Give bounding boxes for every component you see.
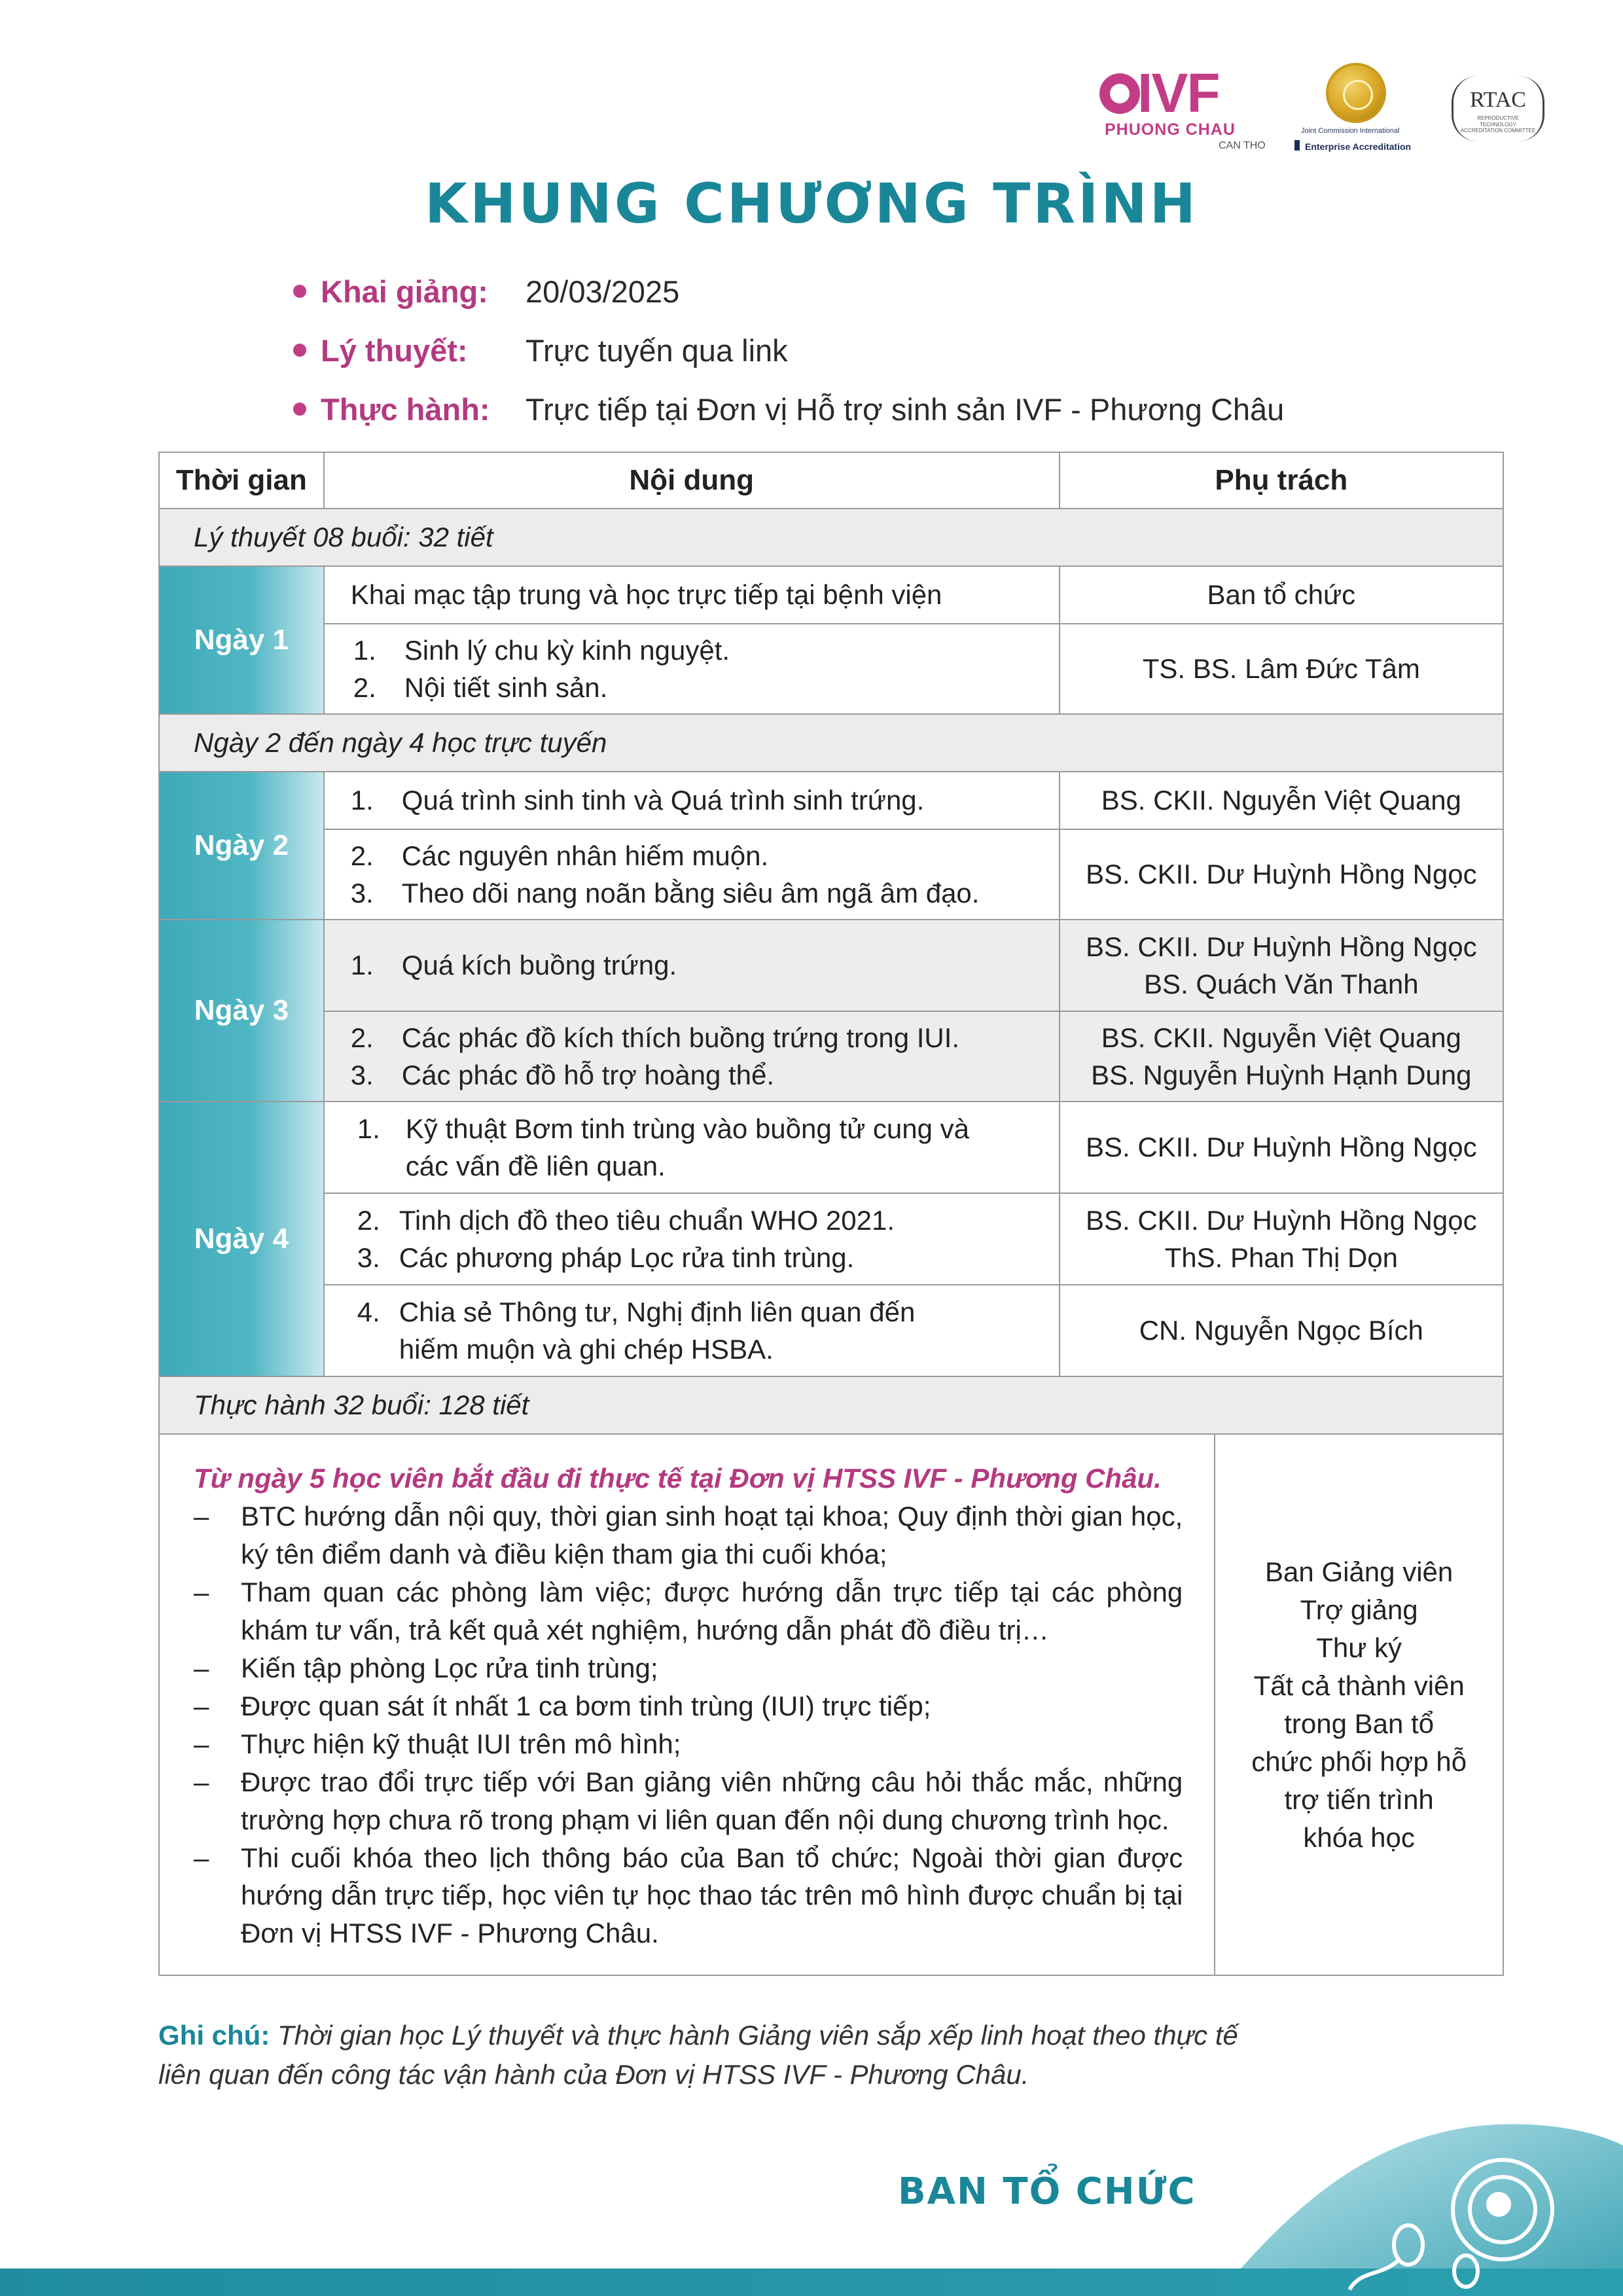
note-text: Thời gian học Lý thuyết và thực hành Giảng viên sắp xếp linh hoạt theo thực tế liên quan đến công tác vận hành của Đơn vị HTSS IVF - Phương Châu. (158, 2020, 1238, 2090)
content-cell (324, 829, 1060, 920)
in-charge-cell (1060, 1011, 1503, 1102)
rtac-word: RTAC (1470, 88, 1526, 112)
item-number: 1. (350, 950, 374, 981)
in-charge-name: ThS. Phan Thị Dọn (1164, 1242, 1399, 1273)
list-item (353, 669, 1059, 706)
jci-line2: Enterprise Accreditation (1305, 141, 1412, 152)
header-logos (1099, 63, 1544, 161)
content-cell (324, 920, 1060, 1011)
list-item (351, 946, 1059, 984)
item-text: Nội tiết sinh sản. (404, 672, 608, 703)
content-cell: Khai mạc tập trung và học trực tiếp tại bệnh viện (324, 566, 1060, 624)
list-item: – BTC hướng dẫn nội quy, thời gian sinh hoạt tại khoa; Quy định thời gian học, ký tên điểm danh và điều kiện tham gia thi cuối khóa; (194, 1498, 1183, 1573)
jci-accreditation-logo (1294, 63, 1419, 161)
bullet-dot-icon (293, 285, 306, 298)
info-value: Trực tiếp tại Đơn vị Hỗ trợ sinh sản IVF - Phương Châu (526, 391, 1285, 427)
item-number: 1. (357, 1113, 380, 1144)
content-cell (324, 1193, 1060, 1285)
practice-list (194, 1498, 1183, 1952)
rtac-sub: REPRODUCTIVE TECHNOLOGY ACCREDITATION COMMITTEE (1460, 115, 1536, 134)
ivf-phuong-chau-logo (1099, 62, 1266, 154)
jci-line1: Joint Commission International (1301, 127, 1400, 135)
list-item (357, 1202, 1059, 1239)
schedule-table (158, 452, 1504, 1976)
list-item (351, 781, 1059, 819)
note (158, 2016, 1284, 2094)
item-number: 3. (350, 1060, 374, 1090)
in-charge-cell: CN. Nguyễn Ngọc Bích (1060, 1285, 1503, 1376)
item-number: 3. (357, 1242, 380, 1273)
table-row (159, 829, 1503, 920)
content-cell (324, 1011, 1060, 1102)
in-charge-cell: BS. CKII. Nguyễn Việt Quang (1060, 772, 1503, 829)
day-cell: Ngày 1 (159, 566, 324, 714)
organizer-signature: BAN TỔ CHỨC (898, 2170, 1196, 2213)
table-row (159, 1011, 1503, 1102)
day-cell: Ngày 4 (159, 1102, 324, 1376)
course-info-list (293, 262, 1284, 439)
list-item (357, 1293, 1059, 1331)
bullet-dot-icon (293, 403, 306, 416)
item-number: 3. (350, 878, 374, 908)
list-item: – Kiến tập phòng Lọc rửa tinh trùng; (194, 1649, 1183, 1687)
in-charge-line: khóa học (1303, 1821, 1415, 1853)
item-text: Các nguyên nhân hiếm muộn. (401, 840, 769, 871)
info-value: 20/03/2025 (526, 274, 680, 309)
jci-box-icon (1294, 140, 1300, 151)
practice-in-charge-cell (1215, 1434, 1503, 1975)
info-label: Lý thuyết: (321, 332, 468, 368)
list-item-continuation: các vấn đề liên quan. (405, 1151, 666, 1181)
in-charge-name: BS. Nguyễn Huỳnh Hạnh Dung (1091, 1060, 1472, 1090)
in-charge-cell (1060, 1193, 1503, 1285)
item-number: 1. (353, 634, 376, 666)
item-text: Sinh lý chu kỳ kinh nguyệt. (404, 634, 730, 666)
list-item: – Thi cuối khóa theo lịch thông báo của Ban tổ chức; Ngoài thời gian được hướng dẫn trực tiếp, học viên tự học thao tác trên mô hình được chuẩn bị tại Đơn vị HTSS IVF - Phương Châu. (194, 1839, 1183, 1953)
ivf-mark-icon (1099, 73, 1140, 114)
list-item: – Được quan sát ít nhất 1 ca bơm tinh trùng (IUI) trực tiếp; (194, 1687, 1183, 1725)
table-row (159, 566, 1503, 624)
table-row (159, 624, 1503, 714)
in-charge-line: Trợ giảng (1300, 1594, 1418, 1625)
table-header-row (159, 452, 1503, 509)
item-number: 2. (350, 840, 374, 871)
item-text: Theo dõi nang noãn bằng siêu âm ngã âm đạo. (401, 878, 980, 908)
info-row-opening (293, 262, 1284, 321)
note-label: Ghi chú: (158, 2020, 270, 2051)
table-row (159, 1193, 1503, 1285)
content-cell (324, 772, 1060, 829)
in-charge-line: Tất cả thành viên (1253, 1670, 1465, 1701)
item-number: 2. (353, 672, 376, 703)
content-cell (324, 1285, 1060, 1376)
section-practice: Thực hành 32 buổi: 128 tiết (159, 1376, 1503, 1434)
section-row (159, 1376, 1503, 1434)
info-label: Khai giảng: (321, 274, 488, 309)
day-cell: Ngày 2 (159, 772, 324, 920)
list-item: – Được trao đổi trực tiếp với Ban giảng viên những câu hỏi thắc mắc, những trường hợp chưa rõ trong phạm vi liên quan đến nội dung chương trình học. (194, 1763, 1183, 1839)
practice-content-cell (159, 1434, 1215, 1975)
page-title: KHUNG CHƯƠNG TRÌNH (425, 171, 1198, 236)
item-number: 1. (350, 785, 374, 816)
list-item (357, 1110, 1059, 1147)
item-number: 4. (357, 1296, 380, 1327)
section-row (159, 714, 1503, 772)
item-text: Các phác đồ hỗ trợ hoàng thể. (401, 1060, 775, 1090)
table-row (159, 1434, 1503, 1975)
ivf-logo-city: CAN THO (1219, 140, 1266, 151)
column-header-content: Nội dung (324, 452, 1060, 509)
info-label: Thực hành: (321, 391, 490, 427)
list-item: – Tham quan các phòng làm việc; được hướng dẫn trực tiếp tại các phòng khám tư vấn, trả kết quả xét nghiệm, hướng dẫn phát đồ điều trị… (194, 1573, 1183, 1649)
in-charge-cell: TS. BS. Lâm Đức Tâm (1060, 624, 1503, 714)
list-item (351, 837, 1059, 874)
in-charge-name: BS. CKII. Dư Huỳnh Hồng Ngọc (1085, 931, 1477, 962)
ivf-logo-word: IVF (1137, 62, 1219, 124)
table-row (159, 920, 1503, 1011)
table-row (159, 1285, 1503, 1376)
bullet-dot-icon (293, 344, 306, 357)
jci-gold-seal-icon (1326, 63, 1386, 123)
list-item (351, 874, 1059, 912)
list-item (351, 1019, 1059, 1056)
in-charge-line: Thư ký (1316, 1632, 1402, 1663)
item-text: Tinh dịch đồ theo tiêu chuẩn WHO 2021. (399, 1204, 895, 1236)
practice-heading: Từ ngày 5 học viên bắt đầu đi thực tế tại Đơn vị HTSS IVF - Phương Châu. (194, 1463, 1162, 1494)
footer-wave-decoration (0, 2100, 1623, 2296)
list-item (353, 632, 1059, 669)
item-text: Kỹ thuật Bơm tinh trùng vào buồng tử cung và (405, 1113, 969, 1144)
item-text: Quá trình sinh tinh và Quá trình sinh trứng. (401, 785, 925, 816)
section-row (159, 509, 1503, 566)
list-item (357, 1239, 1059, 1276)
list-item: – Thực hiện kỹ thuật IUI trên mô hình; (194, 1725, 1183, 1763)
item-text: Các phác đồ kích thích buồng trứng trong IUI. (401, 1022, 960, 1053)
in-charge-cell: BS. CKII. Dư Huỳnh Hồng Ngọc (1060, 829, 1503, 920)
in-charge-line: chức phối hợp hỗ (1251, 1746, 1467, 1777)
item-text: Các phương pháp Lọc rửa tinh trùng. (399, 1242, 855, 1273)
in-charge-cell: BS. CKII. Dư Huỳnh Hồng Ngọc (1060, 1102, 1503, 1193)
list-item-continuation: hiếm muộn và ghi chép HSBA. (399, 1334, 774, 1365)
info-row-practice (293, 380, 1284, 439)
item-number: 2. (357, 1204, 380, 1236)
day-cell: Ngày 3 (159, 920, 324, 1102)
table-row (159, 772, 1503, 829)
in-charge-name: BS. CKII. Nguyễn Việt Quang (1101, 1022, 1461, 1053)
ivf-logo-sub: PHUONG CHAU (1105, 120, 1236, 139)
list-item (351, 1056, 1059, 1094)
rtac-logo (1452, 76, 1544, 141)
in-charge-cell (1060, 920, 1503, 1011)
info-row-theory (293, 321, 1284, 380)
in-charge-cell: Ban tổ chức (1060, 566, 1503, 624)
table-row (159, 1102, 1503, 1193)
section-theory: Lý thuyết 08 buổi: 32 tiết (159, 509, 1503, 566)
in-charge-line: trong Ban tổ (1284, 1708, 1435, 1739)
column-header-time: Thời gian (159, 452, 324, 509)
in-charge-name: BS. Quách Văn Thanh (1144, 969, 1419, 999)
item-text: Quá kích buồng trứng. (401, 950, 677, 981)
in-charge-line: trợ tiến trình (1284, 1784, 1434, 1815)
in-charge-name: BS. CKII. Dư Huỳnh Hồng Ngọc (1085, 1204, 1477, 1236)
content-cell (324, 1102, 1060, 1193)
column-header-in-charge: Phụ trách (1060, 452, 1503, 509)
item-number: 2. (350, 1022, 374, 1053)
section-online: Ngày 2 đến ngày 4 học trực tuyến (159, 714, 1503, 772)
info-value: Trực tuyến qua link (526, 332, 788, 368)
content-cell (324, 624, 1060, 714)
item-text: Chia sẻ Thông tư, Nghị định liên quan đến (399, 1296, 916, 1327)
in-charge-line: Ban Giảng viên (1265, 1556, 1454, 1587)
